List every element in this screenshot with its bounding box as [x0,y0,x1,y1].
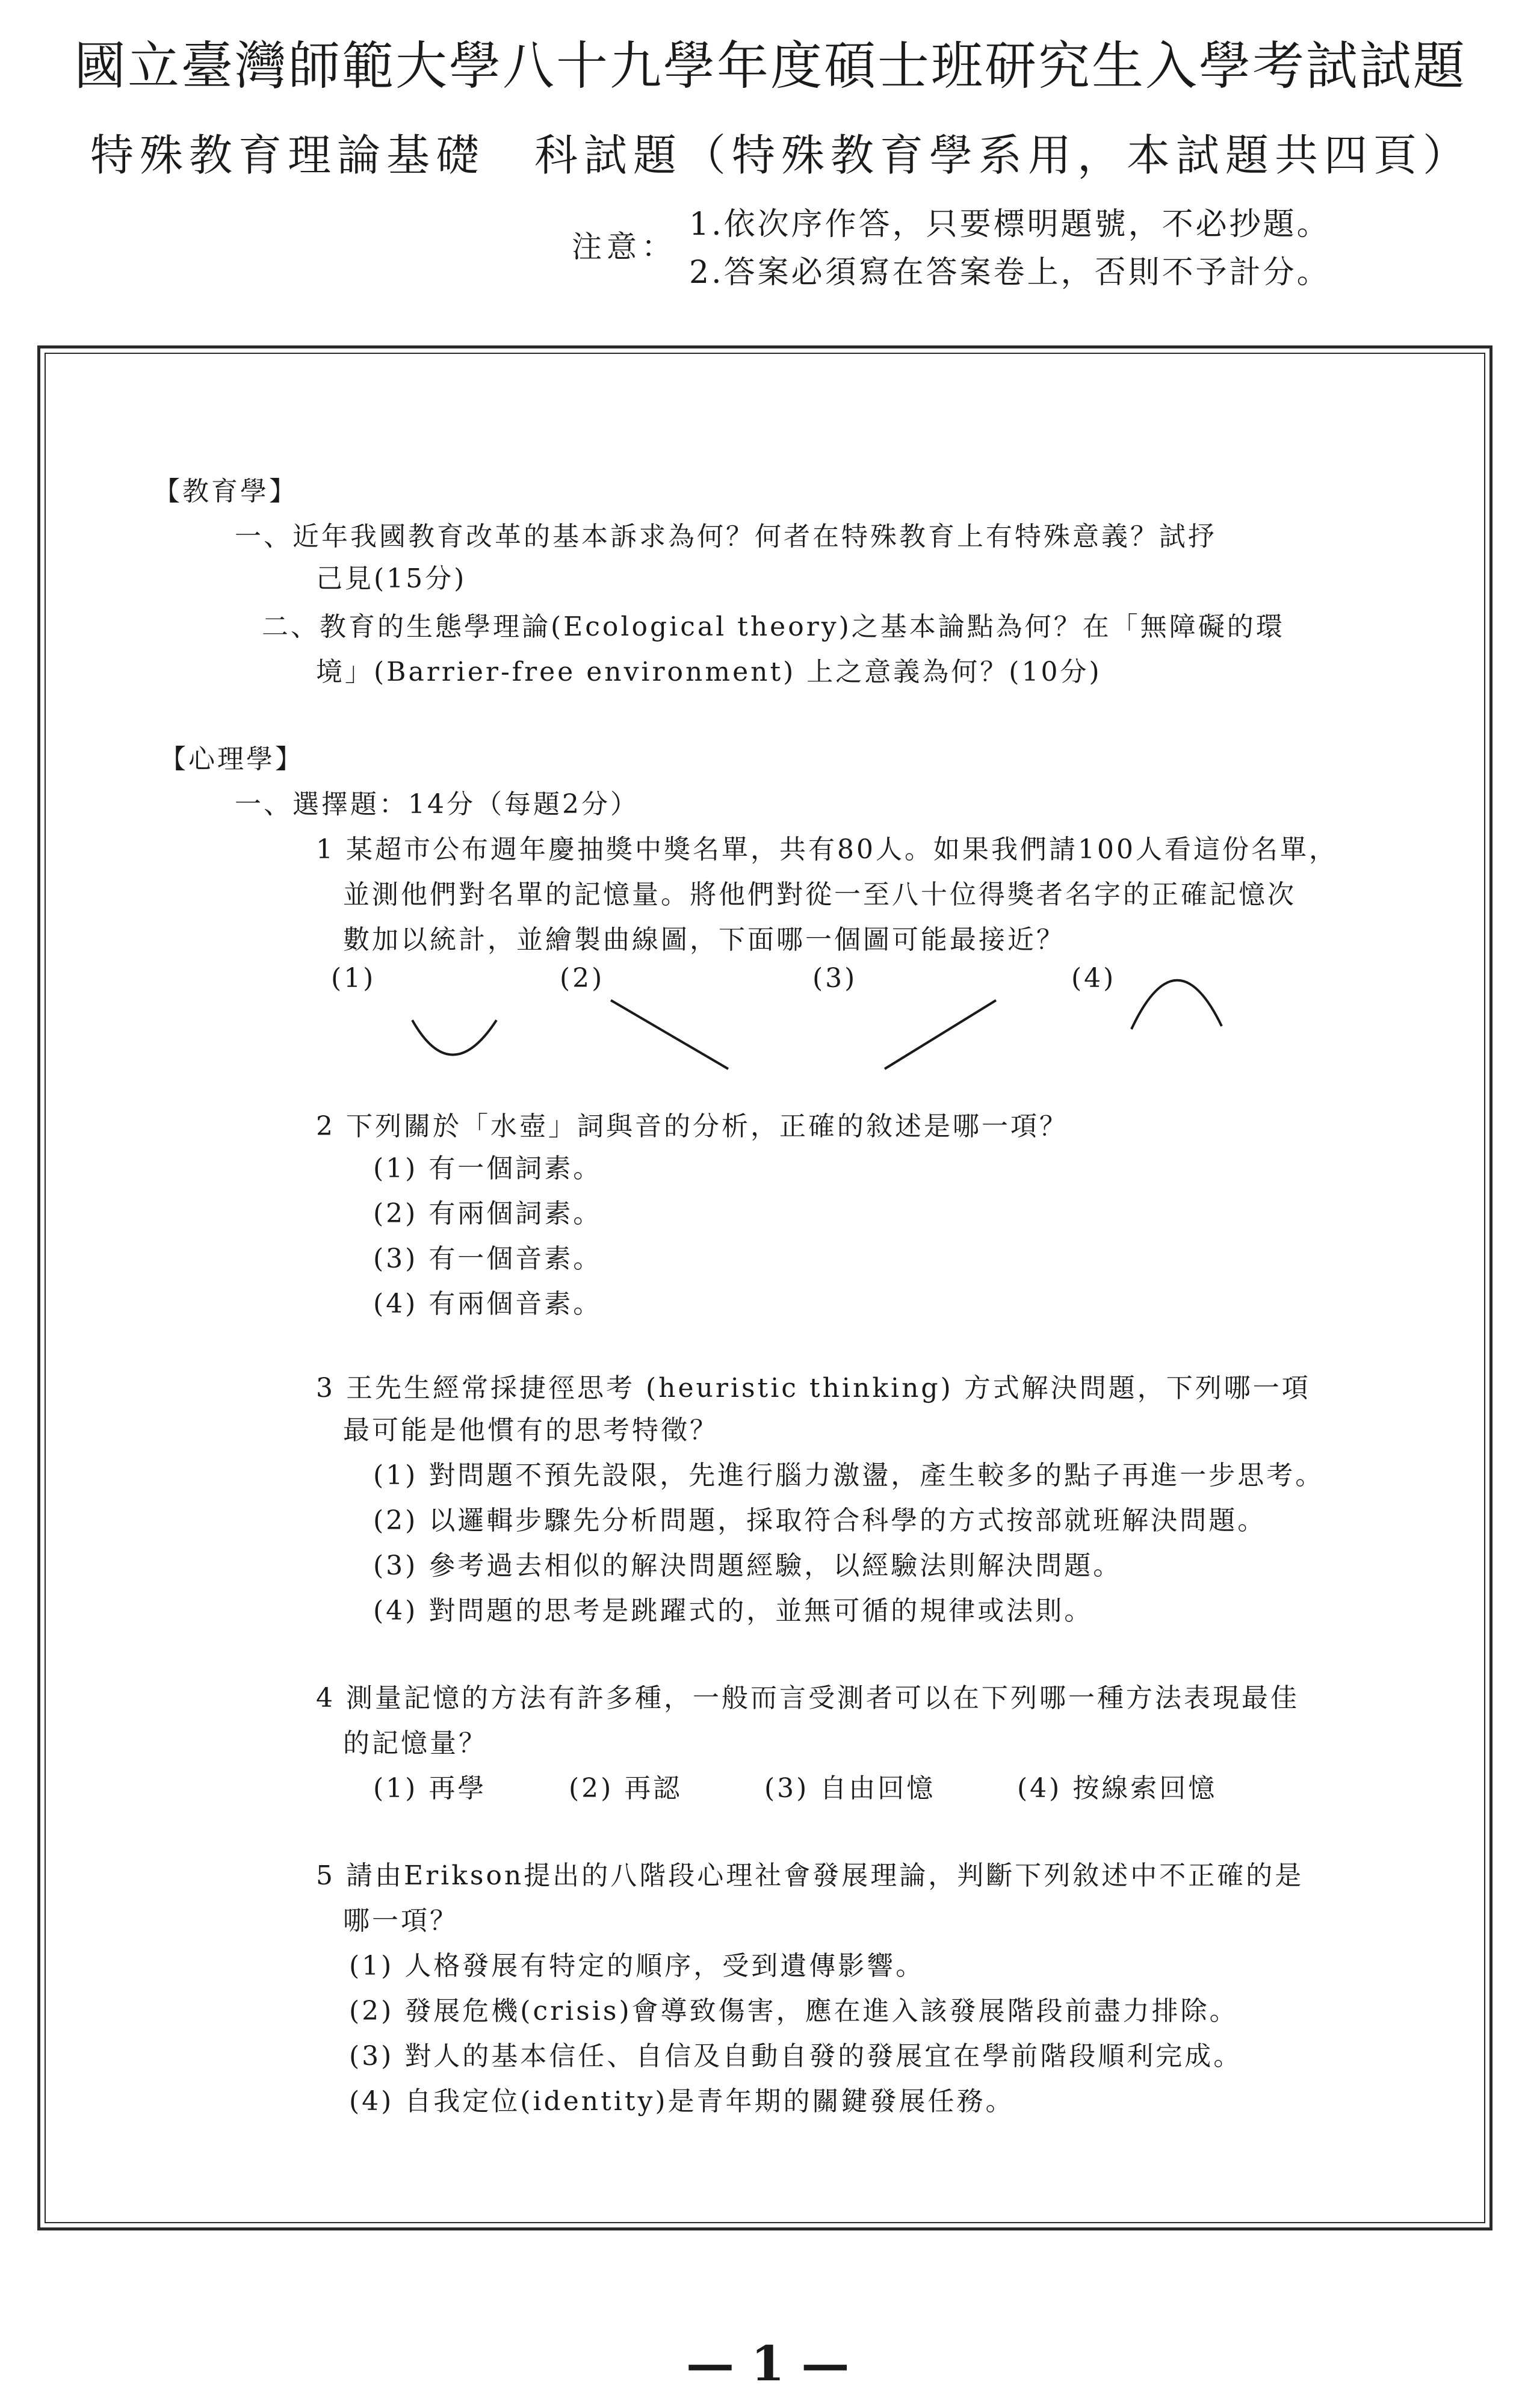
psych-q4-option-4: (4) 按線索回憶 [1017,1773,1217,1804]
notice-label: 注意： [572,229,676,264]
exam-subtitle: 特殊教育理論基礎 科試題（特殊教育學系用，本試題共四頁） [90,130,1473,181]
psych-q4-option-2: (2) 再認 [569,1773,682,1804]
psych-q2-option-3: (3) 有一個音素。 [373,1243,602,1274]
psych-q2-stem: 2 下列關於「水壺」詞與音的分析，正確的敘述是哪一項？ [316,1111,1068,1142]
psych-q1-option-3-label: (3) [812,963,858,994]
psych-q1-option-1-label: (1) [331,963,376,994]
q1-curve-ascending-line [885,1000,996,1069]
q1-curve-descending-line [611,1000,728,1069]
psych-q4-option-3: (3) 自由回憶 [764,1773,936,1804]
section-heading-psychology: 【心理學】 [159,744,304,775]
q1-curve-inverted-u-shape [1131,980,1222,1029]
education-question-2-line-1: 二、教育的生態學理論(Ecological theory)之基本論點為何？在「無障礙的環 [262,611,1285,642]
education-question-2-line-2: 境」(Barrier-free environment) 上之意義為何？(10分) [316,657,1102,687]
psychology-intro: 一、選擇題：14分（每題2分） [235,789,639,820]
q1-curve-u-shape [412,1020,496,1055]
notice-item-2: 2.答案必須寫在答案卷上，否則不予計分。 [689,255,1331,291]
page-number: — 1 — [686,2335,850,2392]
psych-q2-option-4: (4) 有兩個音素。 [373,1289,602,1319]
psych-q1-line-1: 1 某超市公布週年慶抽獎中獎名單，共有80人。如果我們請100人看這份名單， [316,834,1338,865]
psych-q3-option-2: (2) 以邏輯步驟先分析問題，採取符合科學的方式按部就班解決問題。 [373,1505,1267,1536]
exam-title: 國立臺灣師範大學八十九學年度碩士班研究生入學考試試題 [74,36,1467,96]
psych-q3-option-1: (1) 對問題不預先設限，先進行腦力激盪，產生較多的點子再進一步思考。 [373,1460,1325,1491]
psych-q4-option-1: (1) 再學 [373,1773,487,1804]
section-heading-education: 【教育學】 [153,476,298,507]
education-question-1-line-1: 一、近年我國教育改革的基本訴求為何？何者在特殊教育上有特殊意義？試抒 [235,521,1217,552]
psych-q3-line-1: 3 王先生經常採捷徑思考 (heuristic thinking) 方式解決問題，下列哪一項 [316,1373,1311,1404]
psych-q5-option-2: (2) 發展危機(crisis)會導致傷害，應在進入該發展階段前盡力排除。 [349,1996,1239,2026]
psych-q1-line-3: 數加以統計，並繪製曲線圖，下面哪一個圖可能最接近？ [343,924,1065,955]
education-question-1-line-2: 己見(15分) [316,563,467,594]
psych-q1-option-2-label: (2) [560,963,605,994]
psych-q3-option-4: (4) 對問題的思考是跳躍式的，並無可循的規律或法則。 [373,1596,1093,1626]
psych-q1-option-4-label: (4) [1071,963,1116,994]
notice-item-1: 1.依次序作答，只要標明題號，不必抄題。 [689,206,1331,243]
psych-q5-option-4: (4) 自我定位(identity)是青年期的關鍵發展任務。 [349,2086,1015,2117]
psych-q4-line-1: 4 測量記憶的方法有許多種，一般而言受測者可以在下列哪一種方法表現最佳 [316,1683,1299,1713]
psych-q3-option-3: (3) 參考過去相似的解決問題經驗，以經驗法則解決問題。 [373,1550,1122,1581]
psych-q4-line-2: 的記憶量？ [343,1728,487,1759]
psych-q5-option-3: (3) 對人的基本信任、自信及自動自發的發展宜在學前階段順利完成。 [349,2041,1243,2072]
psych-q2-option-1: (1) 有一個詞素。 [373,1153,602,1184]
psych-q1-line-2: 並測他們對名單的記憶量。將他們對從一至八十位得獎者名字的正確記憶次 [343,879,1296,910]
psych-q3-line-2: 最可能是他慣有的思考特徵？ [343,1415,719,1446]
psych-q5-line-2: 哪一項？ [343,1905,459,1936]
psych-q5-option-1: (1) 人格發展有特定的順序，受到遺傳影響。 [349,1951,925,1981]
psych-q2-option-2: (2) 有兩個詞素。 [373,1198,602,1229]
psych-q5-line-1: 5 請由Erikson提出的八階段心理社會發展理論，判斷下列敘述中不正確的是 [316,1860,1304,1891]
